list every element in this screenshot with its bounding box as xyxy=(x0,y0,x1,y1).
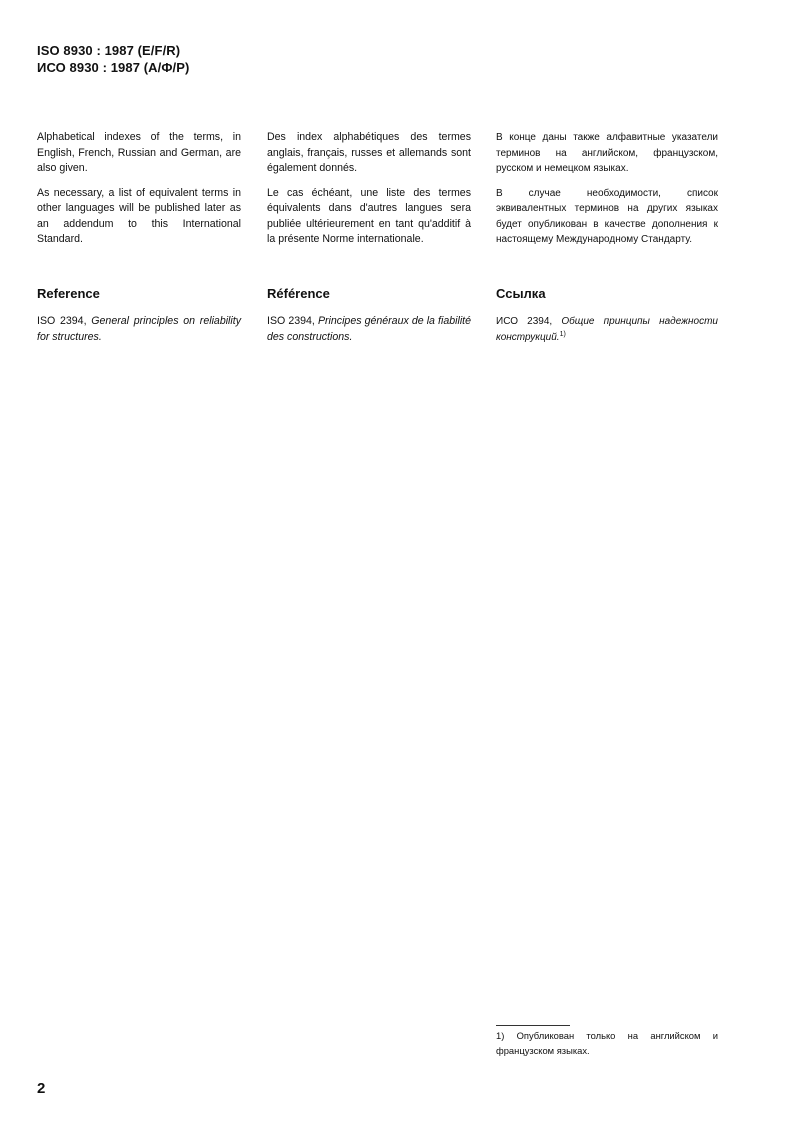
english-reference-heading: Reference xyxy=(37,286,100,301)
footnote-marker: 1) xyxy=(559,330,566,338)
russian-paragraph-indexes: В конце даны также алфавитные указатели терминов на английском, французском, русском и немецком языках. xyxy=(496,132,718,174)
footnote-divider xyxy=(496,1025,570,1026)
document-header xyxy=(37,42,189,76)
russian-reference-number: ИСО 2394, xyxy=(496,316,553,327)
french-paragraph-indexes: Des index alphabétiques des termes anglais, français, russes et allemands sont également donnés. xyxy=(267,131,471,174)
english-column xyxy=(37,130,241,257)
header-line-iso-russian: ИСО 8930 : 1987 (А/Ф/Р) xyxy=(37,60,190,75)
russian-reference-heading: Ссылка xyxy=(496,286,546,301)
page-number: 2 xyxy=(37,1080,46,1097)
french-reference-number: ISO 2394, xyxy=(267,315,315,327)
english-reference-text xyxy=(37,314,241,345)
french-reference-title: Principes généraux de la fiabilité des constructions. xyxy=(267,315,472,343)
russian-reference-text xyxy=(496,314,718,345)
russian-paragraph-addendum: В случае необходимости, список эквивалентных терминов на других языках будет опубликован в качестве дополнения к настоящему Международному Стандарту. xyxy=(496,187,718,245)
english-reference-title: General principles on reliability for structures. xyxy=(37,315,242,343)
english-paragraph-indexes: Alphabetical indexes of the terms, in English, French, Russian and German, are also given. xyxy=(37,131,241,174)
french-reference-heading: Référence xyxy=(267,286,330,301)
english-paragraph-addendum: As necessary, a list of equivalent terms in other languages will be published later as an addendum to this International Standard. xyxy=(37,186,241,245)
header-line-iso: ISO 8930 : 1987 (E/F/R) xyxy=(37,43,181,58)
french-reference-text xyxy=(267,314,471,345)
french-paragraph-addendum: Le cas échéant, une liste des termes équivalents dans d'autres langues sera publiée ultérieurement en tant qu'additif à la présente Norme internationale. xyxy=(267,186,471,245)
english-reference-number: ISO 2394, xyxy=(37,315,87,327)
russian-column xyxy=(496,130,718,257)
russian-reference-title: Общие принципы надежности конструкций. xyxy=(496,316,718,343)
french-column xyxy=(267,130,471,257)
footnote: 1) Опубликован только на английском и французском языках. xyxy=(496,1030,718,1056)
